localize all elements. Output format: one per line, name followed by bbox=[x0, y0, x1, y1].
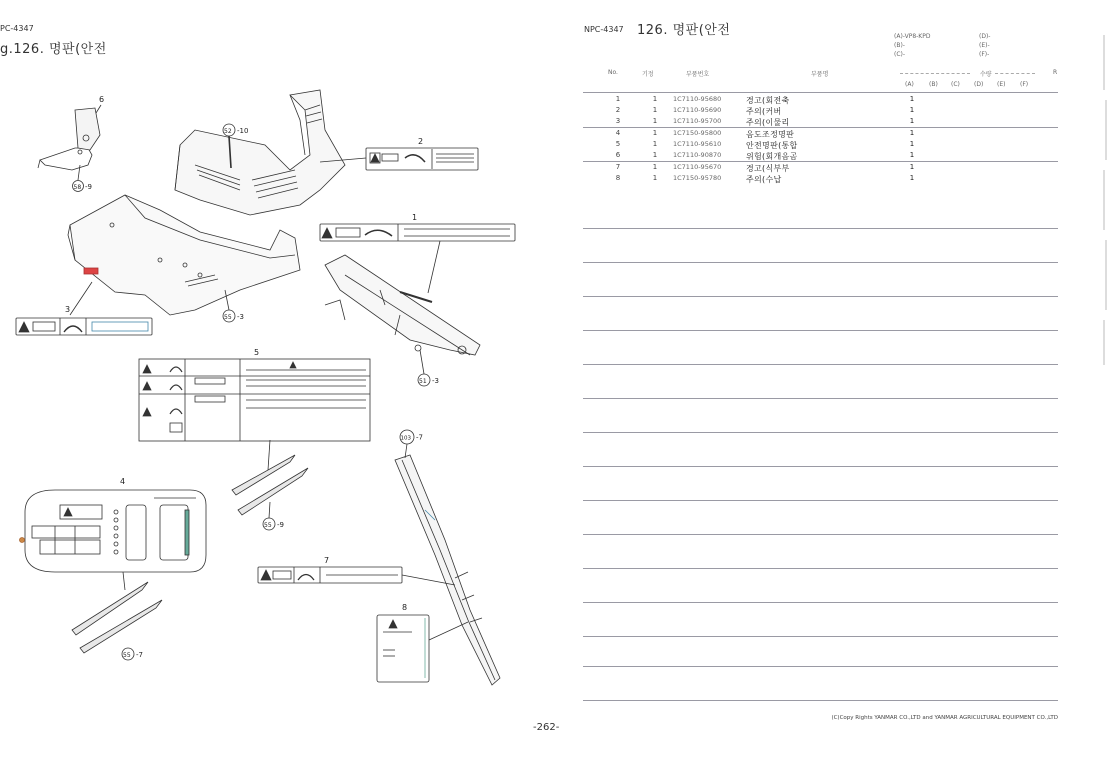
column-quantity: 수량 bbox=[980, 71, 992, 78]
ruled-line bbox=[583, 364, 1058, 365]
figure-title: g.126. 명판(안전 bbox=[0, 42, 107, 57]
row-quantity-a: 1 bbox=[909, 95, 915, 103]
ruled-line bbox=[583, 602, 1058, 603]
row-quantity-a: 1 bbox=[909, 174, 915, 182]
row-quantity-a: 1 bbox=[909, 163, 915, 171]
label-1-sticker bbox=[320, 224, 515, 241]
callout-52-suffix: -10 bbox=[237, 127, 249, 135]
callout-58-suffix: -9 bbox=[85, 183, 92, 191]
column-sub-c: (C) bbox=[951, 81, 960, 88]
row-no: 6 bbox=[615, 151, 621, 159]
table-title: 126. 명판(안전 bbox=[637, 23, 731, 38]
column-key-c: (C)- bbox=[894, 51, 906, 58]
row-part-name: 주의(수납 bbox=[746, 175, 782, 184]
row-no: 8 bbox=[615, 174, 621, 182]
ruled-line bbox=[583, 432, 1058, 433]
callout-55-a-ref: 55 bbox=[224, 314, 232, 321]
long-arm bbox=[395, 455, 500, 685]
callout-5-label: 5 bbox=[254, 348, 260, 357]
ruled-line bbox=[583, 500, 1058, 501]
callout-55-b-ref: 55 bbox=[264, 522, 272, 529]
row-part-name: 주의(커버 bbox=[746, 107, 782, 116]
row-qty: 1 bbox=[652, 95, 658, 103]
row-part-name: 경고(회전축 bbox=[746, 96, 790, 105]
quantity-rule-right bbox=[995, 73, 1035, 74]
callout-52-ref: 52 bbox=[224, 128, 232, 135]
row-part-no: 1C7110-90870 bbox=[673, 151, 722, 159]
callout-55-a bbox=[223, 290, 244, 322]
column-key-f: (F)- bbox=[979, 51, 990, 58]
row-qty: 1 bbox=[652, 129, 658, 137]
column-key-a: (A)-VP8-KPD bbox=[894, 33, 931, 40]
column-sub-b: (B) bbox=[929, 81, 938, 88]
quantity-rule-left bbox=[900, 73, 970, 74]
column-remark: R bbox=[1053, 69, 1058, 76]
callout-103-ref: 103 bbox=[400, 435, 411, 442]
callout-55-a-suffix: -3 bbox=[237, 313, 244, 321]
row-part-no: 1C7110-95690 bbox=[673, 106, 722, 114]
ruled-line bbox=[583, 466, 1058, 467]
exploded-parts-diagram bbox=[0, 50, 555, 750]
row-qty: 1 bbox=[652, 106, 658, 114]
page-number: -262- bbox=[533, 722, 560, 733]
callout-55-c bbox=[122, 648, 143, 660]
row-qty: 1 bbox=[652, 174, 658, 182]
ruled-line bbox=[583, 296, 1058, 297]
row-no: 7 bbox=[615, 163, 621, 171]
catalog-code: PC-4347 bbox=[0, 24, 34, 33]
clip-strips-low bbox=[72, 572, 162, 653]
row-part-no: 1C7150-95780 bbox=[673, 174, 722, 182]
row-qty: 1 bbox=[652, 117, 658, 125]
row-no: 1 bbox=[615, 95, 621, 103]
parts-list-page bbox=[555, 0, 1113, 783]
callout-1-label: 1 bbox=[412, 213, 418, 222]
row-part-name: 위험(회개음곰 bbox=[746, 152, 798, 161]
ruled-line bbox=[583, 262, 1058, 263]
callout-2-label: 2 bbox=[418, 137, 424, 146]
column-key-b: (B)- bbox=[894, 42, 905, 49]
row-qty: 1 bbox=[652, 163, 658, 171]
column-part-no: 부품번호 bbox=[686, 71, 710, 78]
callout-51-ref: 51 bbox=[419, 378, 427, 385]
row-quantity-a: 1 bbox=[909, 117, 915, 125]
callout-103-suffix: -7 bbox=[416, 433, 423, 442]
row-part-no: 1C7110-95700 bbox=[673, 117, 722, 125]
row-quantity-a: 1 bbox=[909, 151, 915, 159]
upper-cover bbox=[175, 90, 345, 215]
label-8-sticker bbox=[377, 615, 429, 682]
row-no: 4 bbox=[615, 129, 621, 137]
column-qty: 기정 bbox=[642, 71, 654, 78]
label-7-sticker bbox=[258, 567, 402, 583]
callout-6-label: 6 bbox=[99, 95, 105, 104]
part-6-bracket bbox=[38, 108, 100, 170]
callout-55-c-ref: 55 bbox=[123, 652, 131, 659]
row-part-name: 주의(이물리 bbox=[746, 118, 790, 127]
row-qty: 1 bbox=[652, 151, 658, 159]
callout-55-b-suffix: -9 bbox=[277, 521, 284, 529]
ruled-line bbox=[583, 534, 1058, 535]
ruled-line bbox=[583, 228, 1058, 229]
callout-103 bbox=[400, 430, 423, 458]
callout-51-suffix: -3 bbox=[432, 377, 439, 385]
callout-4-label: 4 bbox=[120, 477, 126, 486]
column-key-d: (D)- bbox=[979, 33, 991, 40]
callout-8-label: 8 bbox=[402, 603, 408, 612]
callout-58-ref: 58 bbox=[73, 184, 82, 191]
label-4-panel bbox=[20, 490, 207, 572]
row-part-no: 1C7110-95610 bbox=[673, 140, 722, 148]
header-rule bbox=[583, 92, 1058, 93]
catalog-code: NPC-4347 bbox=[584, 25, 624, 34]
diagram-page bbox=[0, 0, 555, 783]
ruled-line bbox=[583, 568, 1058, 569]
row-part-no: 1C7150-95800 bbox=[673, 129, 722, 137]
label-5-sticker bbox=[139, 359, 370, 441]
ruled-line bbox=[583, 666, 1058, 667]
row-quantity-a: 1 bbox=[909, 129, 915, 137]
ruled-line bbox=[583, 636, 1058, 637]
floor-panel bbox=[68, 195, 300, 315]
row-no: 2 bbox=[615, 106, 621, 114]
ruled-line bbox=[583, 330, 1058, 331]
column-sub-d: (D) bbox=[974, 81, 984, 88]
callout-51 bbox=[418, 350, 439, 386]
ruled-line bbox=[583, 398, 1058, 399]
row-part-no: 1C7110-95670 bbox=[673, 163, 722, 171]
label-3-sticker bbox=[16, 318, 152, 335]
column-sub-a: (A) bbox=[905, 81, 914, 88]
row-quantity-a: 1 bbox=[909, 140, 915, 148]
frame-rail bbox=[325, 255, 480, 355]
copyright-notice: (C)Copy Rights YANMAR CO.,LTD and YANMAR AGRICULTURAL EQUIPMENT CO.,LTD bbox=[831, 715, 1058, 721]
row-part-no: 1C7110-95680 bbox=[673, 95, 722, 103]
row-no: 3 bbox=[615, 117, 621, 125]
group-rule bbox=[583, 161, 1058, 162]
row-part-name: 경고(식부부 bbox=[746, 164, 790, 173]
group-rule bbox=[583, 127, 1058, 128]
column-key-e: (E)- bbox=[979, 42, 990, 49]
row-qty: 1 bbox=[652, 140, 658, 148]
binding-edge-marks bbox=[1103, 30, 1109, 370]
callout-55-c-suffix: -7 bbox=[136, 651, 143, 659]
callout-55-b bbox=[263, 502, 284, 530]
callout-3-label: 3 bbox=[65, 305, 71, 314]
callout-7-label: 7 bbox=[324, 556, 330, 565]
column-part-name: 부품명 bbox=[811, 71, 829, 78]
row-no: 5 bbox=[615, 140, 621, 148]
column-no: No. bbox=[608, 69, 618, 76]
label-2-sticker bbox=[366, 148, 478, 170]
row-part-name: 음도조정명판 bbox=[746, 130, 795, 139]
ruled-line bbox=[583, 700, 1058, 701]
row-quantity-a: 1 bbox=[909, 106, 915, 114]
row-part-name: 안전명판(통합 bbox=[746, 141, 798, 150]
column-sub-e: (E) bbox=[997, 81, 1006, 88]
column-sub-f: (F) bbox=[1020, 81, 1029, 88]
